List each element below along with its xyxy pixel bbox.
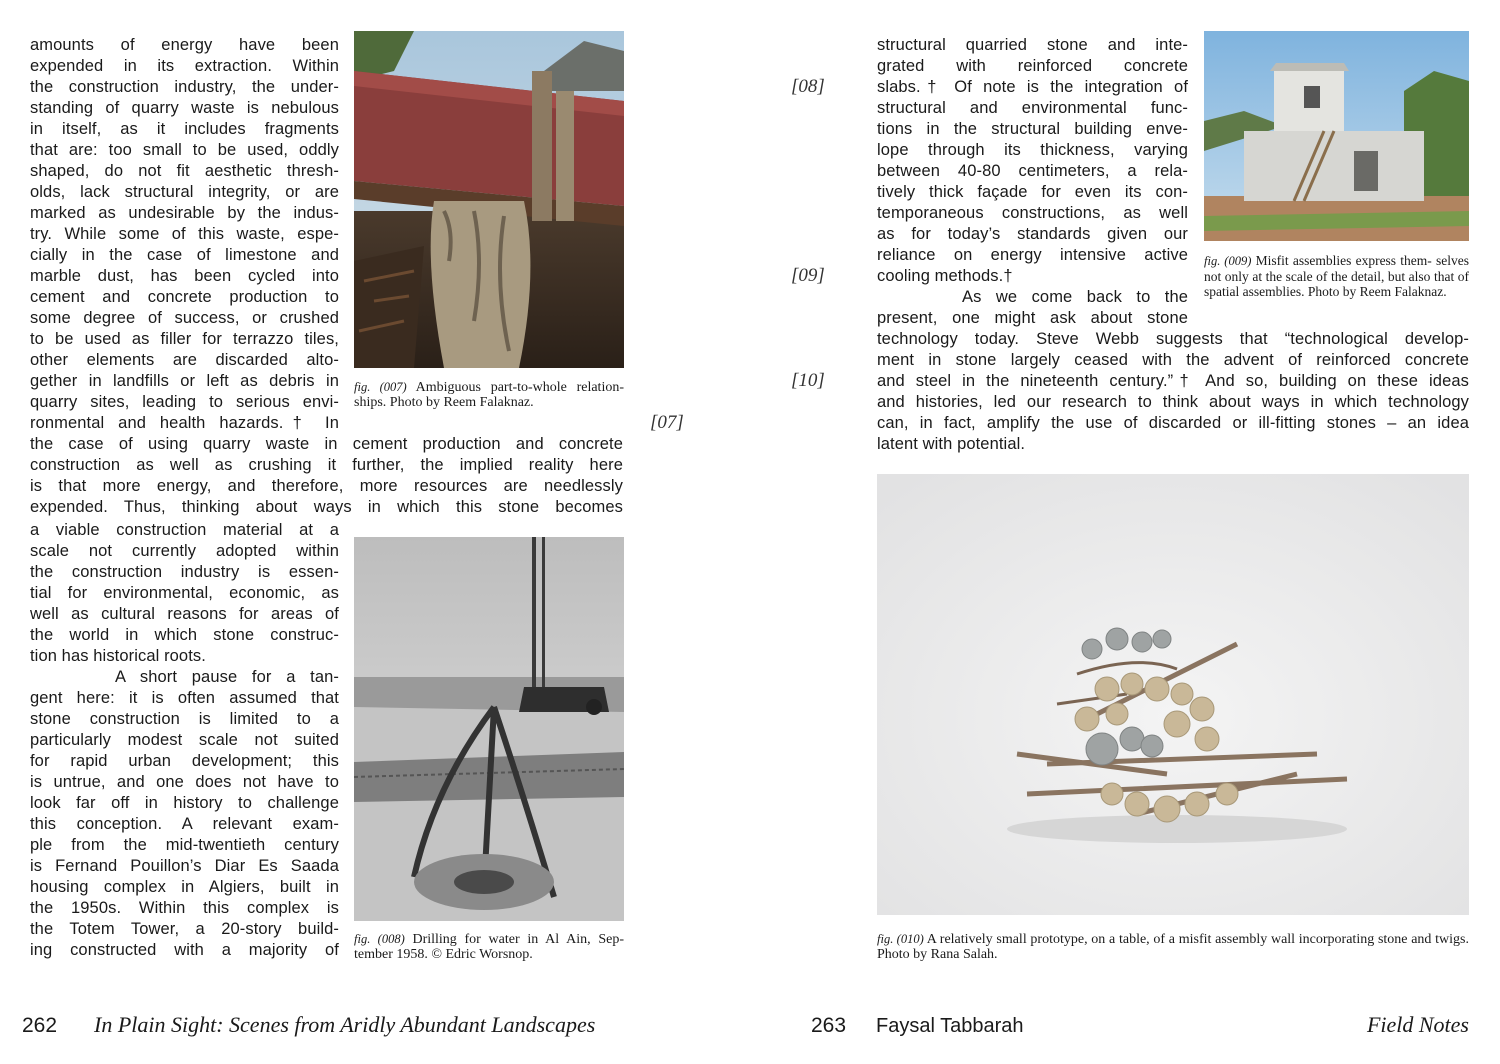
text-line: some degree of success, or crushed xyxy=(30,309,339,327)
left-column-top xyxy=(30,35,339,434)
footnote-marker-10: [10] xyxy=(791,370,825,391)
text-line: lope through its thickness, varying xyxy=(877,141,1188,159)
section-title: Field Notes xyxy=(1366,1012,1469,1037)
text-line: cement and concrete production to xyxy=(30,288,339,306)
text-line: structural quarried stone and inte- xyxy=(877,36,1188,54)
photo-fig-010 xyxy=(877,474,1469,915)
text-line: gether in landfills or left as debris in xyxy=(30,372,339,390)
text-line: this conception. A relevant exam- xyxy=(30,815,339,833)
text-line: gent here: it is often assumed that xyxy=(30,689,339,707)
caption-text: Misfit assemblies express them- selves not only at the scale of the detail, but also that of spatial assemblies. Photo by Reem Falaknaz. xyxy=(1204,253,1470,299)
right-column-top xyxy=(877,35,1188,329)
text-line: housing complex in Algiers, built in xyxy=(30,878,339,896)
text-line: as for today’s standards given our xyxy=(877,225,1188,243)
text-line: construction as well as crushing it further, the implied reality here xyxy=(30,456,623,474)
text-line: the 1950s. Within this complex is xyxy=(30,899,339,917)
text-line: marble dust, has been cycled into xyxy=(30,267,339,285)
text-line: look far off in history to challenge xyxy=(30,794,339,812)
text-line: present, one might ask about stone xyxy=(877,309,1188,327)
text-line: latent with potential. xyxy=(877,435,1026,453)
photo-fig-008 xyxy=(354,537,624,921)
caption-fig-008 xyxy=(354,932,624,962)
text-line: cially in the case of limestone and xyxy=(30,246,339,264)
running-title: In Plain Sight: Scenes from Aridly Abundant Landscapes xyxy=(94,1012,596,1037)
footnote-marker-07: [07] xyxy=(650,412,684,433)
text-line: the case of using quarry waste in cement production and concrete xyxy=(30,435,623,453)
photo-fig-009 xyxy=(1204,31,1469,241)
text-line: the construction industry is essen- xyxy=(30,563,339,581)
text-line: grated with reinforced concrete xyxy=(877,57,1188,75)
text-line: other elements are discarded alto- xyxy=(30,351,339,369)
text-line: scale not currently adopted within xyxy=(30,542,339,560)
text-line: ment in stone largely ceased with the advent of reinforced concrete xyxy=(877,351,1469,369)
text-line: and histories, led our research to think about ways in which technology xyxy=(877,393,1469,411)
caption-text: A relatively small prototype, on a table, of a misfit assembly wall incorporating stone and twigs. Photo by Rana Salah. xyxy=(877,932,1469,962)
figure-label: fig. (010) xyxy=(877,932,924,946)
text-line: expended in its extraction. Within xyxy=(30,57,339,75)
figure-label: fig. (008) xyxy=(354,932,405,946)
timber-palm-photo xyxy=(354,31,624,368)
text-line: technology today. Steve Webb suggests that “technological develop- xyxy=(877,330,1469,348)
text-line: that are: too small to be used, oddly xyxy=(30,141,339,159)
caption-fig-007 xyxy=(354,380,624,410)
text-line: and steel in the nineteenth century.”† And so, building on these ideas xyxy=(877,372,1469,390)
caption-text: Ambiguous part-to-whole relation- ships. Photo by Reem Falaknaz. xyxy=(354,380,624,410)
photo-fig-007 xyxy=(354,31,624,368)
text-line: the Totem Tower, a 20-story build- xyxy=(30,920,339,938)
text-line: expended. Thus, thinking about ways in which this stone becomes xyxy=(30,498,623,516)
text-line: well as cultural reasons for areas of xyxy=(30,605,339,623)
text-line: tively thick façade for even its con- xyxy=(877,183,1188,201)
text-line: tion has historical roots. xyxy=(30,647,206,665)
text-line: slabs.† Of note is the integration of xyxy=(877,78,1188,96)
text-line: can, in fact, amplify the use of discarded or ill-fitting stones – an idea xyxy=(877,414,1469,432)
footnote-marker-08: [08] xyxy=(791,76,825,97)
building-photo xyxy=(1204,31,1469,241)
text-line: reliance on energy intensive active xyxy=(877,246,1188,264)
text-line: ing constructed with a majority of xyxy=(30,941,339,959)
caption-fig-010 xyxy=(877,932,1469,962)
left-column-bottom xyxy=(30,520,339,961)
text-line: structural and environmental func- xyxy=(877,99,1188,117)
text-line: for rapid urban development; this xyxy=(30,752,339,770)
text-line: try. While some of this waste, espe- xyxy=(30,225,339,243)
text-line: is that more energy, and therefore, more resources are needlessly xyxy=(30,477,623,495)
text-line: to be used as filler for terrazzo tiles, xyxy=(30,330,339,348)
text-line: tions in the structural building enve- xyxy=(877,120,1188,138)
text-line: marked as undesirable by the indus- xyxy=(30,204,339,222)
text-line: between 40-80 centimeters, a rela- xyxy=(877,162,1188,180)
text-line: olds, lack structural integrity, or are xyxy=(30,183,339,201)
text-line: cooling methods.† xyxy=(877,267,1013,285)
text-line: the world in which stone construc- xyxy=(30,626,339,644)
text-line: As we come back to the xyxy=(962,288,1188,306)
text-line: temporaneous constructions, as well xyxy=(877,204,1188,222)
text-line: A short pause for a tan- xyxy=(115,668,339,686)
figure-label: fig. (007) xyxy=(354,380,407,394)
text-line: in itself, as it includes fragments xyxy=(30,120,339,138)
text-line: standing of quarry waste is nebulous xyxy=(30,99,339,117)
left-wide-paragraph xyxy=(30,434,623,518)
text-line: a viable construction material at a xyxy=(30,521,339,539)
text-line: particularly modest scale not suited xyxy=(30,731,339,749)
text-line: stone construction is limited to a xyxy=(30,710,339,728)
text-line: is Fernand Pouillon’s Diar Es Saada xyxy=(30,857,339,875)
text-line: tial for environmental, economic, as xyxy=(30,584,339,602)
caption-text: Drilling for water in Al Ain, Sep- tember 1958. © Edric Worsnop. xyxy=(354,932,624,962)
text-line: shaped, do not fit aesthetic thresh- xyxy=(30,162,339,180)
drilling-photo xyxy=(354,537,624,921)
footnote-marker-09: [09] xyxy=(791,265,825,286)
text-line: is untrue, and one does not have to xyxy=(30,773,339,791)
figure-label: fig. (009) xyxy=(1204,254,1252,268)
prototype-photo xyxy=(877,474,1469,915)
author-name: Faysal Tabbarah xyxy=(876,1015,1024,1037)
caption-fig-009 xyxy=(1204,253,1469,299)
text-line: ronmental and health hazards.† In xyxy=(30,414,339,432)
text-line: the construction industry, the under- xyxy=(30,78,339,96)
right-wide-paragraph xyxy=(877,329,1469,455)
text-line: ple from the mid-twentieth century xyxy=(30,836,339,854)
page-number-right: 263 xyxy=(811,1014,847,1037)
text-line: quarry sites, leading to serious envi- xyxy=(30,393,339,411)
text-line: amounts of energy have been xyxy=(30,36,339,54)
page-number-left: 262 xyxy=(22,1014,58,1037)
